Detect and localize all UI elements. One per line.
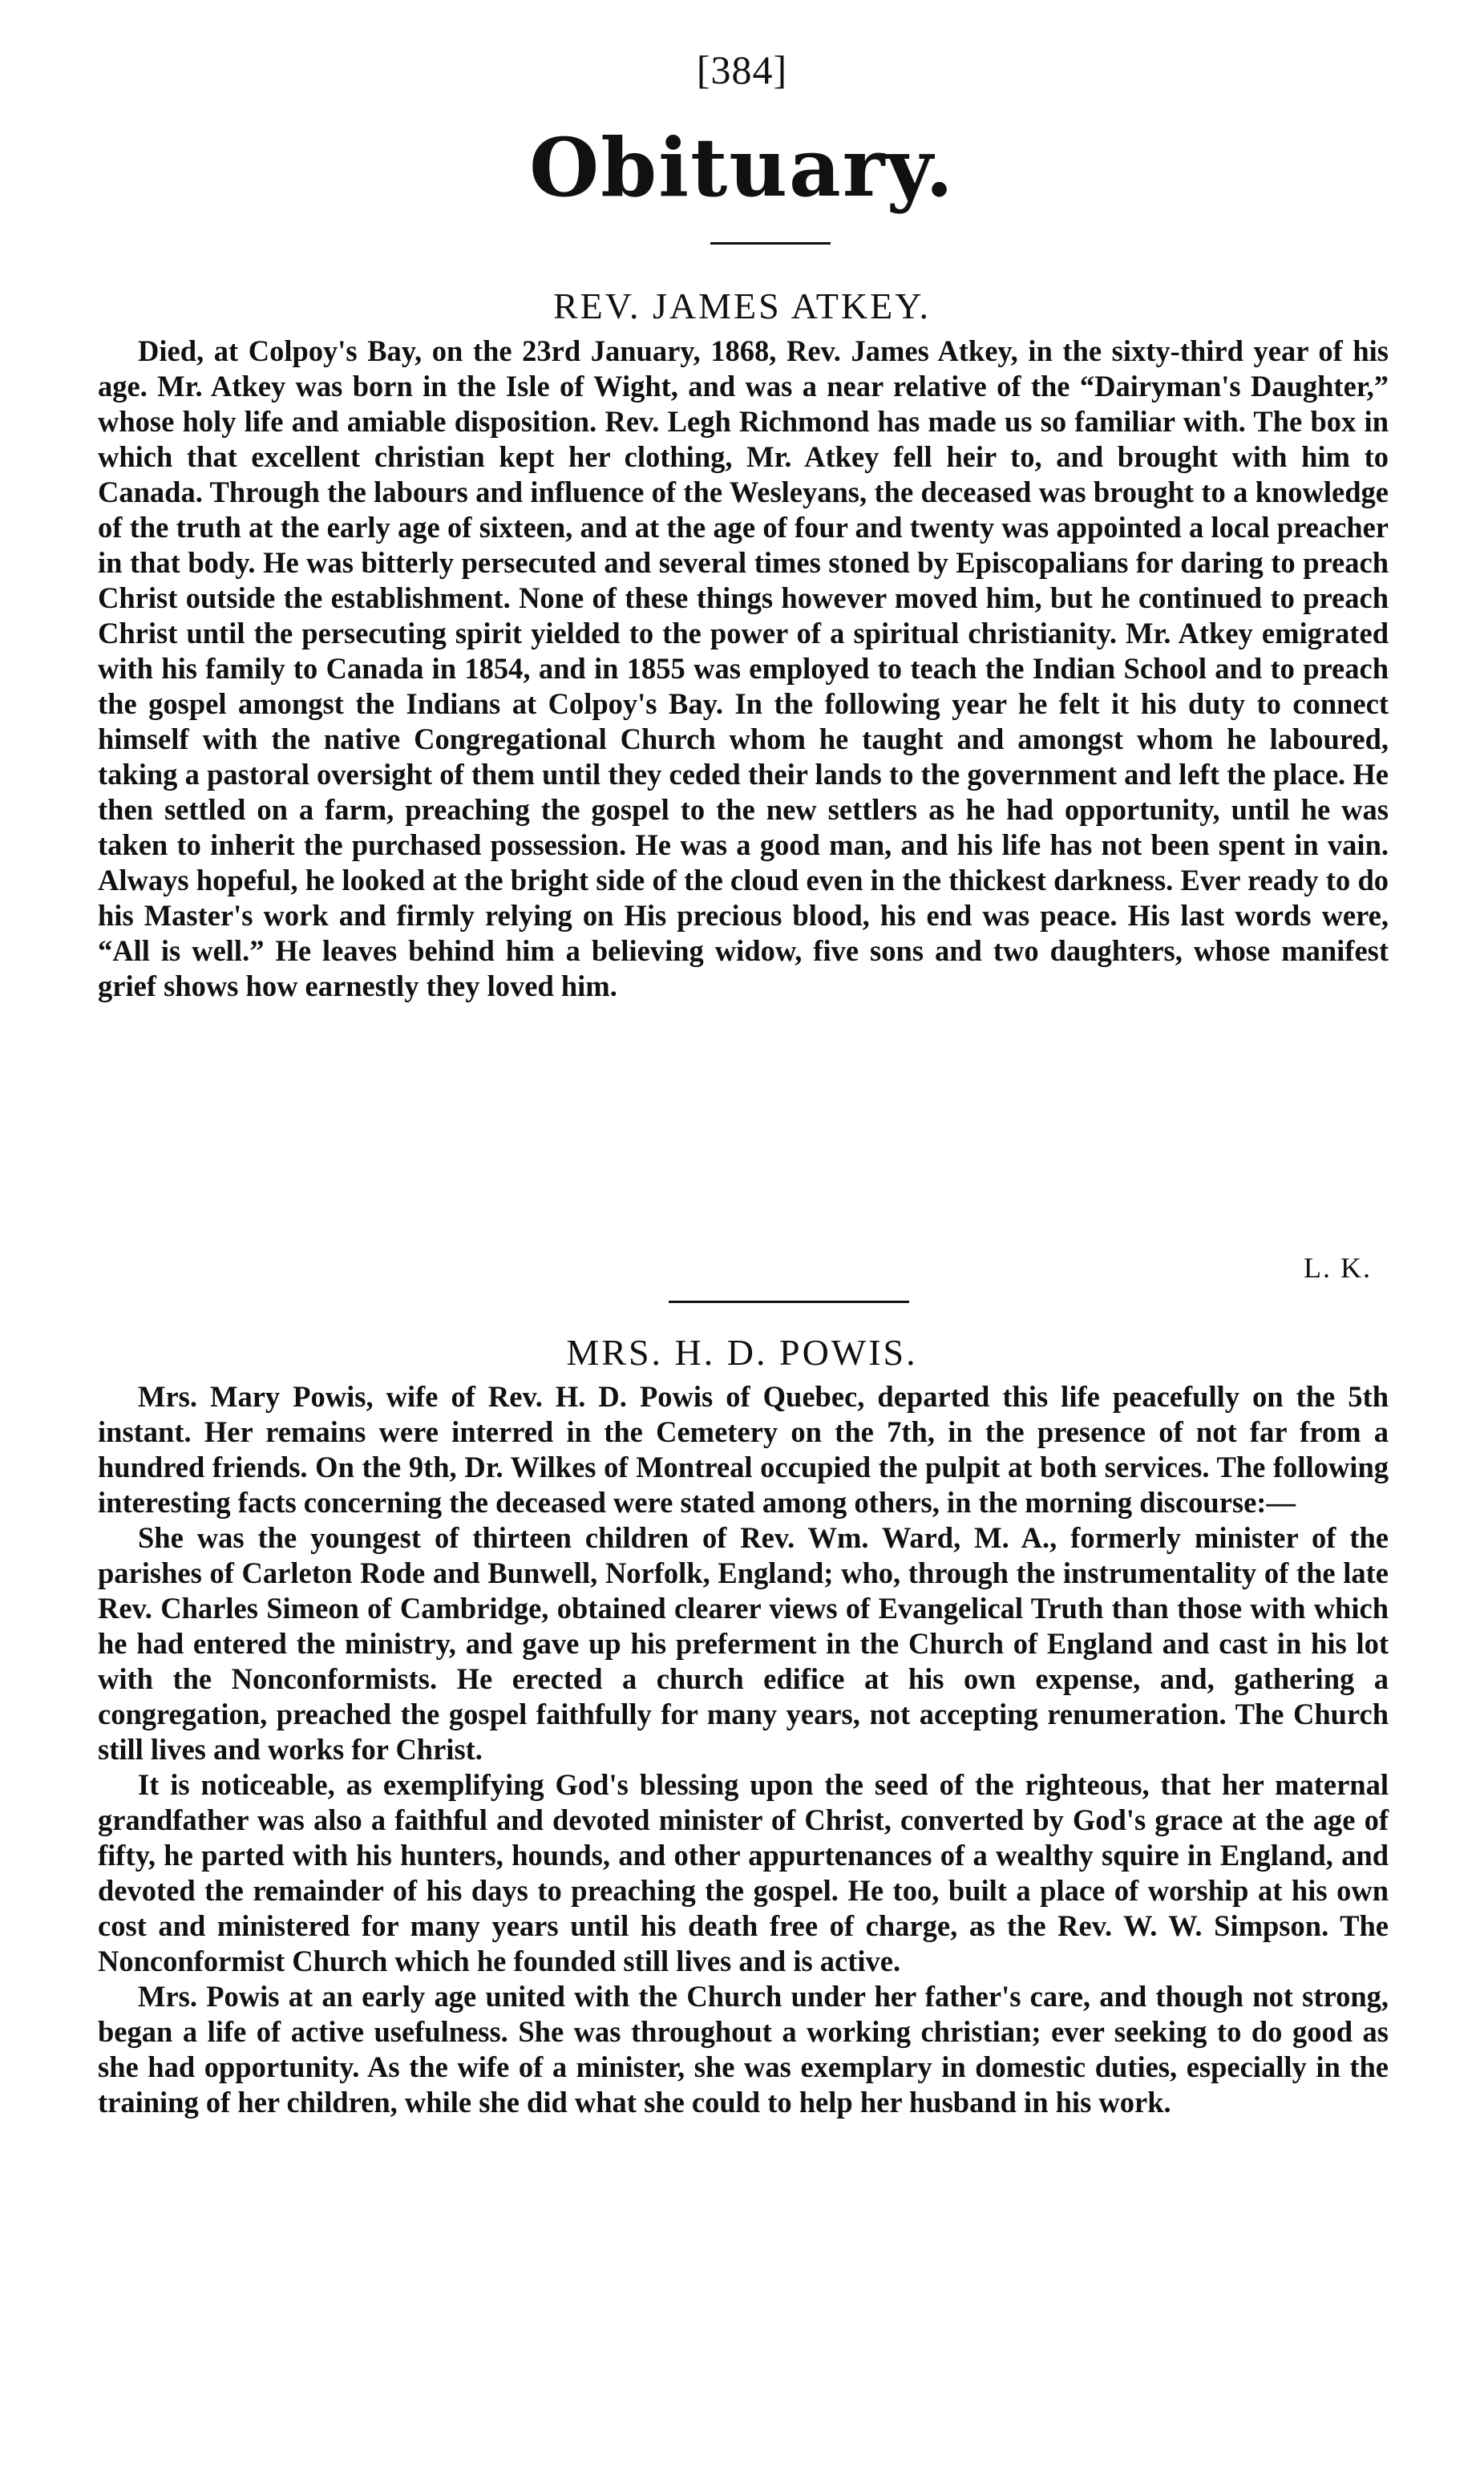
obituary-paragraph: Died, at Colpoy's Bay, on the 23rd January, 1868, Rev. James Atkey, in the sixty-third year of his age. Mr. Atkey was born in the Isle of Wight, and was a near relative of the “Dairyman's Daughter,” whose holy life and amiable disposition. Rev. Legh Richmond has made us so familiar with. The box in which that excellent christian kept her clothing, Mr. Atkey fell heir to, and brought with him to Canada. Through the labours and influence of the Wesleyans, the deceased was brought to a knowledge of the truth at the early age of sixteen, and at the age of four and twenty was appointed a local preacher in that body. He was bitterly persecuted and several times stoned by Episcopalians for daring to preach Christ outside the establishment. None of these things however moved him, but he continued to preach Christ until the persecuting spirit yielded to the power of a spiritual christianity. Mr. Atkey emigrated with his family to Canada in 1854, and in 1855 was employed to teach the Indian School and to preach the gospel amongst the Indians at Colpoy's Bay. In the following year he felt it his duty to connect himself with the native Congregational Church whom he taught and amongst whom he laboured, taking a pastoral oversight of them until they ceded their lands to the government and left the place. He then settled on a farm, preaching the gospel to the new settlers as he had opportunity, until he was taken to inherit the purchased possession. He was a good man, and his life has not been spent in vain. Always hopeful, he looked at the bright side of the cloud even in the thickest darkness. Ever ready to do his Master's work and firmly relying on His precious blood, his end was peace. His last words were, “All is well.” He leaves behind him a believing widow, five sons and two daughters, whose manifest grief shows how earnestly they loved him. bbox=[98, 334, 1389, 1002]
obituary-paragraph: She was the youngest of thirteen children of Rev. Wm. Ward, M. A., formerly minister of the parishes of Carleton Rode and Bunwell, Norfolk, England; who, through the instrumentality of the late Rev. Charles Simeon of Cambridge, obtained clearer views of Evangelical Truth than those with which he had entered the ministry, and gave up his preferment in the Church of England and cast in his lot with the Nonconformists. He erected a church edifice at his own expense, and, gathering a congregation, preached the gospel faithfully for many years, not accepting renumeration. The Church still lives and works for Christ. bbox=[98, 1521, 1389, 1766]
masthead-rule bbox=[710, 242, 831, 245]
obituary-paragraph: It is noticeable, as exemplifying God's blessing upon the seed of the righteous, that her maternal grandfather was also a faithful and devoted minister of Christ, converted by God's grace at the age of fifty, he parted with his hunters, hounds, and other appurtenances of a wealthy squire in England, and devoted the remainder of his days to preaching the gospel. He too, built a place of worship at his own cost and ministered for many years until his death free of charge, as the Rev. W. W. Simpson. The Nonconformist Church which he founded still lives and is active. bbox=[98, 1768, 1389, 1977]
page-number: [384] bbox=[696, 47, 788, 92]
obituary-body-atkey bbox=[98, 334, 1389, 1004]
section-masthead: Obituary. bbox=[529, 120, 955, 215]
obituary-heading-powis: MRS. H. D. POWIS. bbox=[566, 1332, 918, 1373]
obituary-paragraph: Mrs. Mary Powis, wife of Rev. H. D. Powis of Quebec, departed this life peacefully on the 5th instant. Her remains were interred in the Cemetery on the 7th, in the presence of not far from a hundred friends. On the 9th, Dr. Wilkes of Montreal occupied the pulpit at both services. The following interesting facts concerning the deceased were stated among others, in the morning discourse:— bbox=[98, 1380, 1389, 1519]
obituary-heading-atkey: REV. JAMES ATKEY. bbox=[552, 285, 932, 326]
obituary-body-powis bbox=[98, 1379, 1389, 2120]
obituary-paragraph: Mrs. Powis at an early age united with the Church under her father's care, and though not strong, began a life of active usefulness. She was throughout a working christian; ever seeking to do good as she had opportunity. As the wife of a minister, she was exemplary in domestic duties, especially in the training of her children, while she did what she could to help her husband in his work. bbox=[98, 1980, 1389, 2119]
section-divider-rule bbox=[669, 1301, 909, 1303]
obituary-signature: L. K. bbox=[1304, 1252, 1372, 1284]
